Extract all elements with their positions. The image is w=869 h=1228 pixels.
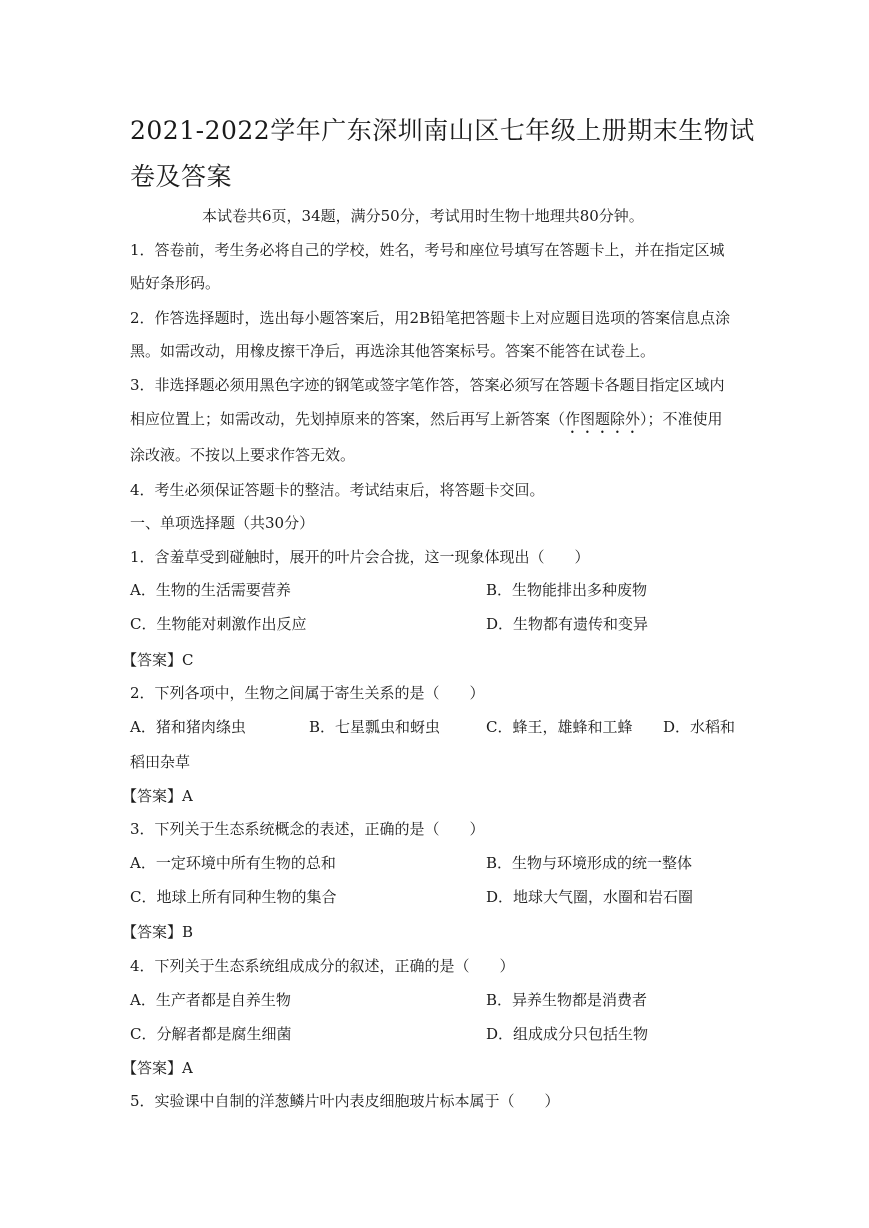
note-3b-post: ）；不准使用 — [640, 410, 723, 428]
intro-text: 本试卷共6页，34题，满分50分，考试用时生物十地理共80分钟。 — [202, 207, 644, 225]
note-2a: 2．作答选择题时，选出每小题答案后，用2B铅笔把答题卡上对应题目选项的答案信息点涂 — [130, 309, 731, 327]
note-2b: 黑。如需改动，用橡皮擦干净后，再选涂其他答案标号。答案不能答在试卷上。 — [130, 342, 656, 360]
q1-option-a: A．生物的生活需要营养 — [130, 581, 291, 599]
page-title: 2021-2022学年广东深圳南山区七年级上册期末生物试卷及答案 — [130, 116, 755, 191]
q4-option-c: C．分解者都是腐生细菌 — [130, 1025, 292, 1043]
q2-option-c: C．蜂王，雄蜂和工蜂 — [486, 718, 633, 736]
note-4: 4．考生必须保证答题卡的整洁。考试结束后，将答题卡交回。 — [130, 481, 545, 499]
q2-option-d: D．水稻和 — [663, 718, 736, 736]
note-3b — [130, 408, 723, 437]
q2-option-a: A．猪和猪肉绦虫 — [130, 718, 246, 736]
note-3a: 3．非选择题必须用黑色字迹的钢笔或签字笔作答，答案必须写在答题卡各题目指定区域内 — [130, 376, 725, 394]
q1-option-d: D．生物都有遗传和变异 — [486, 615, 649, 633]
q1-option-c: C．生物能对刺激作出反应 — [130, 615, 307, 633]
q3-option-a: A．一定环境中所有生物的总和 — [130, 854, 336, 872]
note-3b-pre: 相应位置上；如需改动，先划掉原来的答案，然后再写上新答案（ — [130, 410, 566, 428]
q4-stem: 4．下列关于生态系统组成成分的叙述，正确的是（ ） — [130, 957, 515, 975]
q2-option-d-cont: 稻田杂草 — [130, 753, 191, 771]
section-heading: 一、单项选择题（共30分） — [130, 514, 315, 532]
q2-answer: 【答案】A — [122, 787, 193, 805]
q1-stem: 1．含羞草受到碰触时，展开的叶片会合拢，这一现象体现出（ ） — [130, 548, 590, 566]
q4-answer: 【答案】A — [122, 1059, 193, 1077]
q2-option-b: B．七星瓢虫和蚜虫 — [309, 718, 441, 736]
q1-answer: 【答案】C — [122, 651, 194, 669]
q4-option-b: B．异养生物都是消费者 — [486, 991, 648, 1009]
note-3c: 涂改液。不按以上要求作答无效。 — [130, 446, 356, 464]
note-1a: 1．答卷前，考生务必将自己的学校，姓名，考号和座位号填写在答题卡上，并在指定区城 — [130, 241, 725, 259]
q3-stem: 3．下列关于生态系统概念的表述，正确的是（ ） — [130, 820, 485, 838]
q4-option-d: D．组成成分只包括生物 — [486, 1025, 649, 1043]
q3-option-c: C．地球上所有同种生物的集合 — [130, 888, 337, 906]
note-1b: 贴好条形码。 — [130, 274, 221, 292]
q3-answer: 【答案】B — [122, 923, 194, 941]
q2-stem: 2．下列各项中，生物之间属于寄生关系的是（ ） — [130, 684, 485, 702]
note-3b-emphasis: 作图题除外 — [565, 410, 641, 428]
q3-option-d: D．地球大气圈，水圈和岩石圈 — [486, 888, 694, 906]
q4-option-a: A．生产者都是自养生物 — [130, 991, 291, 1009]
q3-option-b: B．生物与环境形成的统一整体 — [486, 854, 693, 872]
q5-stem: 5．实验课中自制的洋葱鳞片叶内表皮细胞玻片标本属于（ ） — [130, 1092, 560, 1110]
q1-option-b: B．生物能排出多种废物 — [486, 581, 648, 599]
